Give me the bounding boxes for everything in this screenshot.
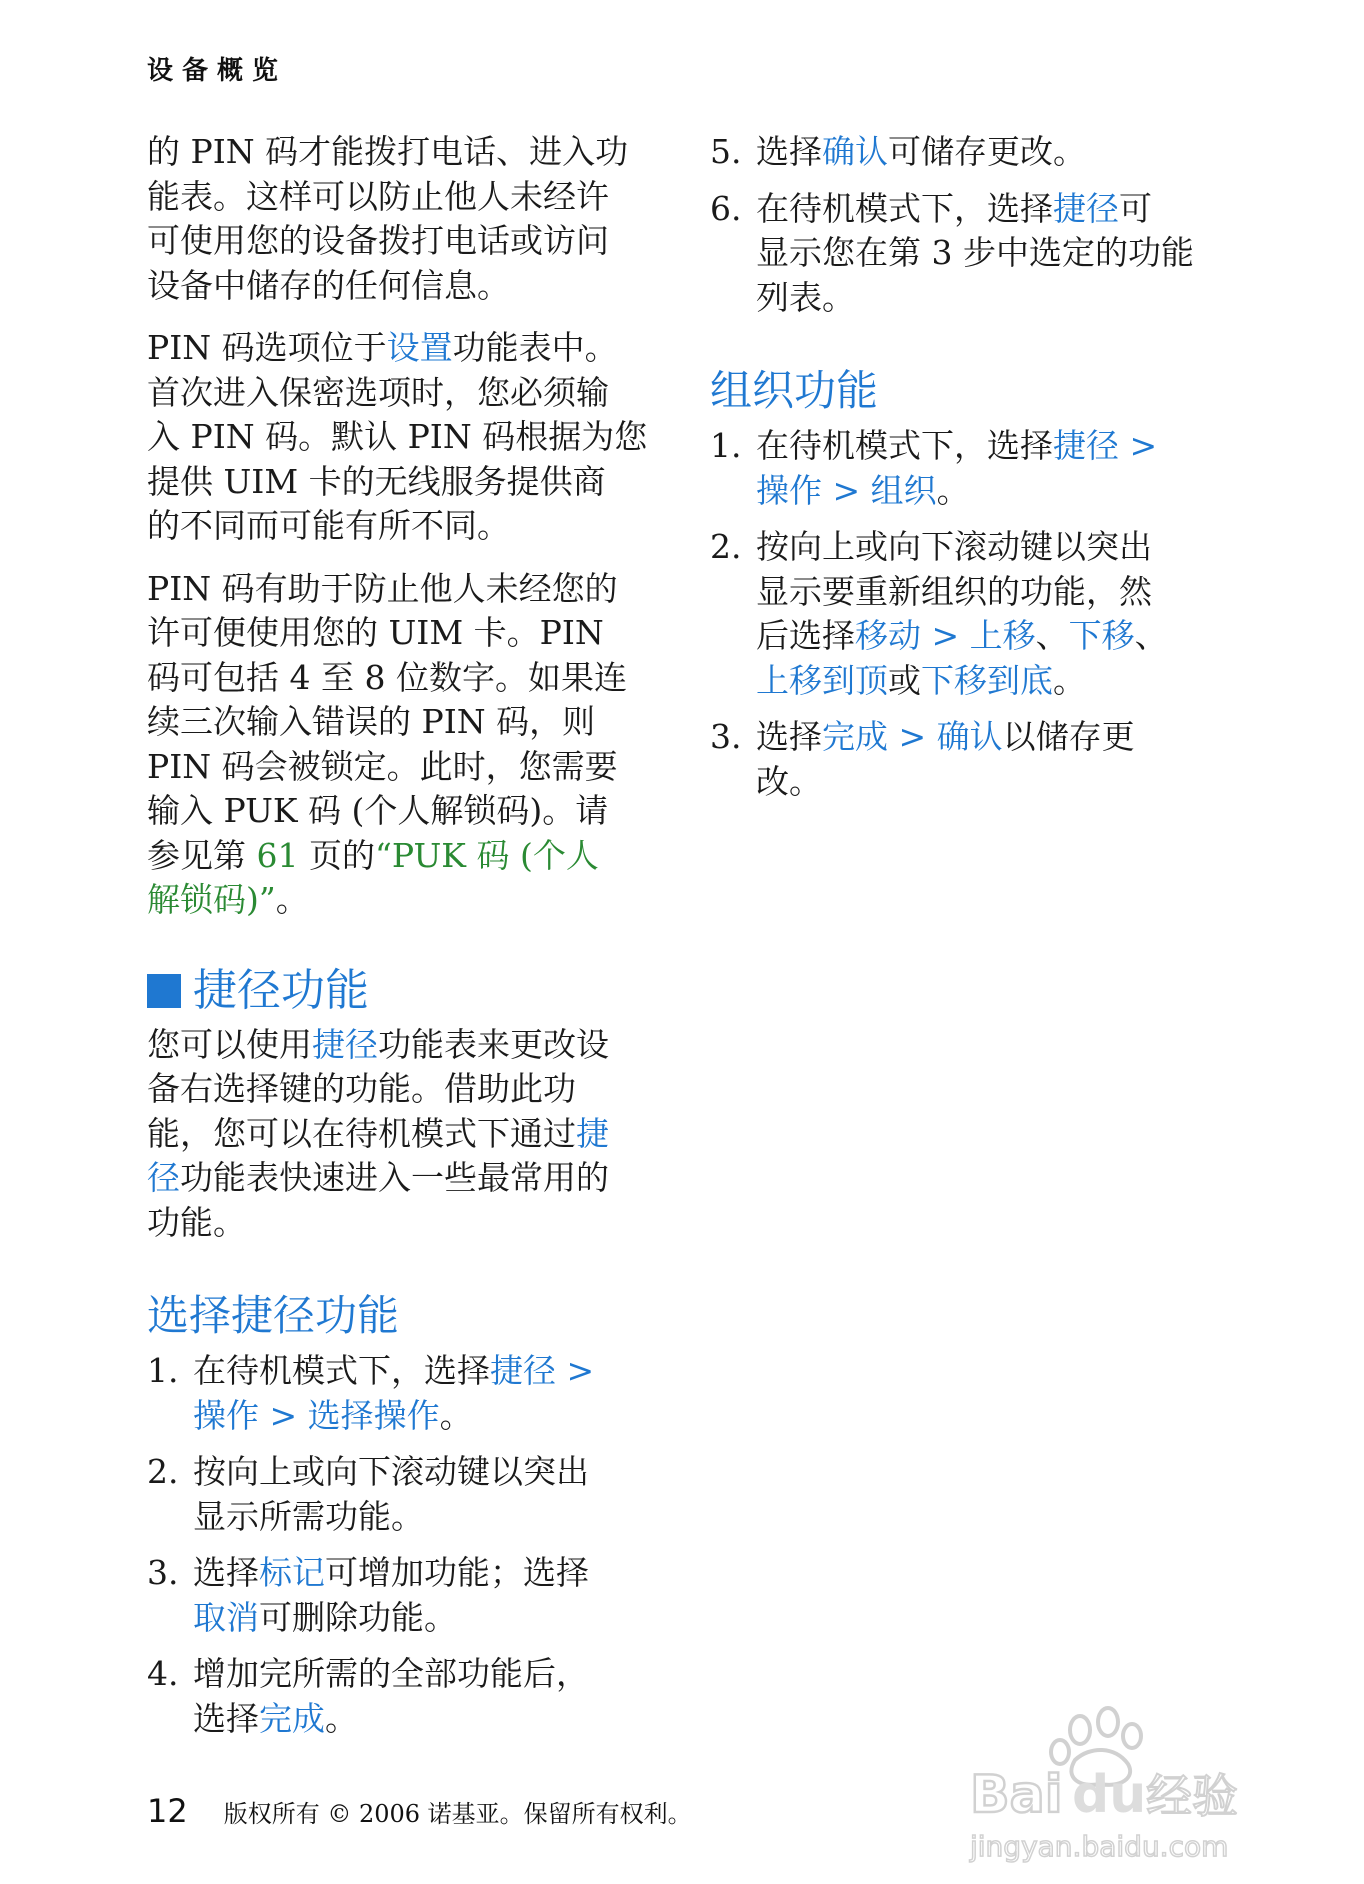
select-steps-list: [147, 1349, 667, 1741]
list-item: 3. 选择标记可增加功能；选择 取消可删除功能。: [147, 1553, 589, 1637]
svg-text:经验: 经验: [1146, 1769, 1238, 1823]
organize-steps-list: [710, 424, 1230, 804]
list-item: 5. 选择确认可储存更改。: [710, 132, 1086, 171]
select-shortcut-title: 选择捷径功能: [147, 1291, 400, 1340]
page-number: 12: [147, 1792, 188, 1830]
left-column: [147, 130, 667, 1753]
svg-text:jingyan.baidu.com: jingyan.baidu.com: [970, 1830, 1229, 1863]
page-footer: [147, 1792, 692, 1830]
page-ref-link[interactable]: 61: [256, 835, 299, 875]
list-item: 6. 在待机模式下，选择捷径可 显示您在第 3 步中选定的功能 列表。: [710, 188, 1194, 317]
baidu-jingyan-watermark-logo: [960, 1680, 1300, 1870]
list-item: 1. 在待机模式下，选择捷径 > 操作 > 选择操作。: [147, 1351, 595, 1435]
section-square-icon: [147, 974, 181, 1008]
puk-ref-link-1[interactable]: “PUK 码 (个人: [375, 835, 599, 875]
svg-text:Bai: Bai: [970, 1765, 1063, 1825]
select-steps-list-continued: [710, 130, 1230, 320]
list-item: 2. 按向上或向下滚动键以突出 显示所需功能。: [147, 1452, 589, 1536]
pin-paragraph-1: 的 PIN 码才能拨打电话、进入功 能表。这样可以防止他人未经许 可使用您的设备拨打电话或访问 设备中储存的任何信息。: [147, 132, 629, 305]
organize-title: 组织功能: [710, 366, 879, 415]
shortcut-intro: 您可以使用捷径功能表来更改设 备右选择键的功能。借助此功 能，您可以在待机模式下通过捷 径功能表快速进入一些最常用的 功能。: [147, 1024, 609, 1242]
settings-link: 设置: [386, 328, 453, 367]
list-item: 3. 选择完成 > 确认以储存更 改。: [710, 717, 1135, 801]
pin-paragraph-2: PIN 码选项位于设置功能表中。 首次进入保密选项时，您必须输 入 PIN 码。默认 PIN 码根据为您 提供 UIM 卡的无线服务提供商 的不同而可能有所不同。: [147, 328, 648, 545]
shortcut-section-title: 捷径功能: [147, 963, 667, 1019]
puk-ref-link-2[interactable]: 解锁码)”: [147, 880, 276, 919]
svg-text:du: du: [1072, 1765, 1147, 1825]
pin-paragraph-3: PIN 码有助于防止他人未经您的 许可便使用您的 UIM 卡。PIN 码可包括 4 至 8 位数字。如果连 续三次输入错误的 PIN 码，则 PIN 码会被锁定。此时，您需要 输入 PUK 码 (个人解锁码)。请 参见第 61 页的“PUK 码 (个人 解锁码)”。: [147, 568, 627, 919]
list-item: 1. 在待机模式下，选择捷径 > 操作 > 组织。: [710, 426, 1158, 510]
list-item: 4. 增加完所需的全部功能后， 选择完成。: [147, 1654, 589, 1738]
list-item: 2. 按向上或向下滚动键以突出 显示要重新组织的功能，然 后选择移动 > 上移、下移、 上移到顶或下移到底。: [710, 527, 1168, 700]
page-header: 设备概览: [147, 56, 288, 86]
copyright-notice: 版权所有 © 2006 诺基亚。保留所有权利。: [223, 1800, 692, 1828]
right-column: [710, 130, 1230, 816]
